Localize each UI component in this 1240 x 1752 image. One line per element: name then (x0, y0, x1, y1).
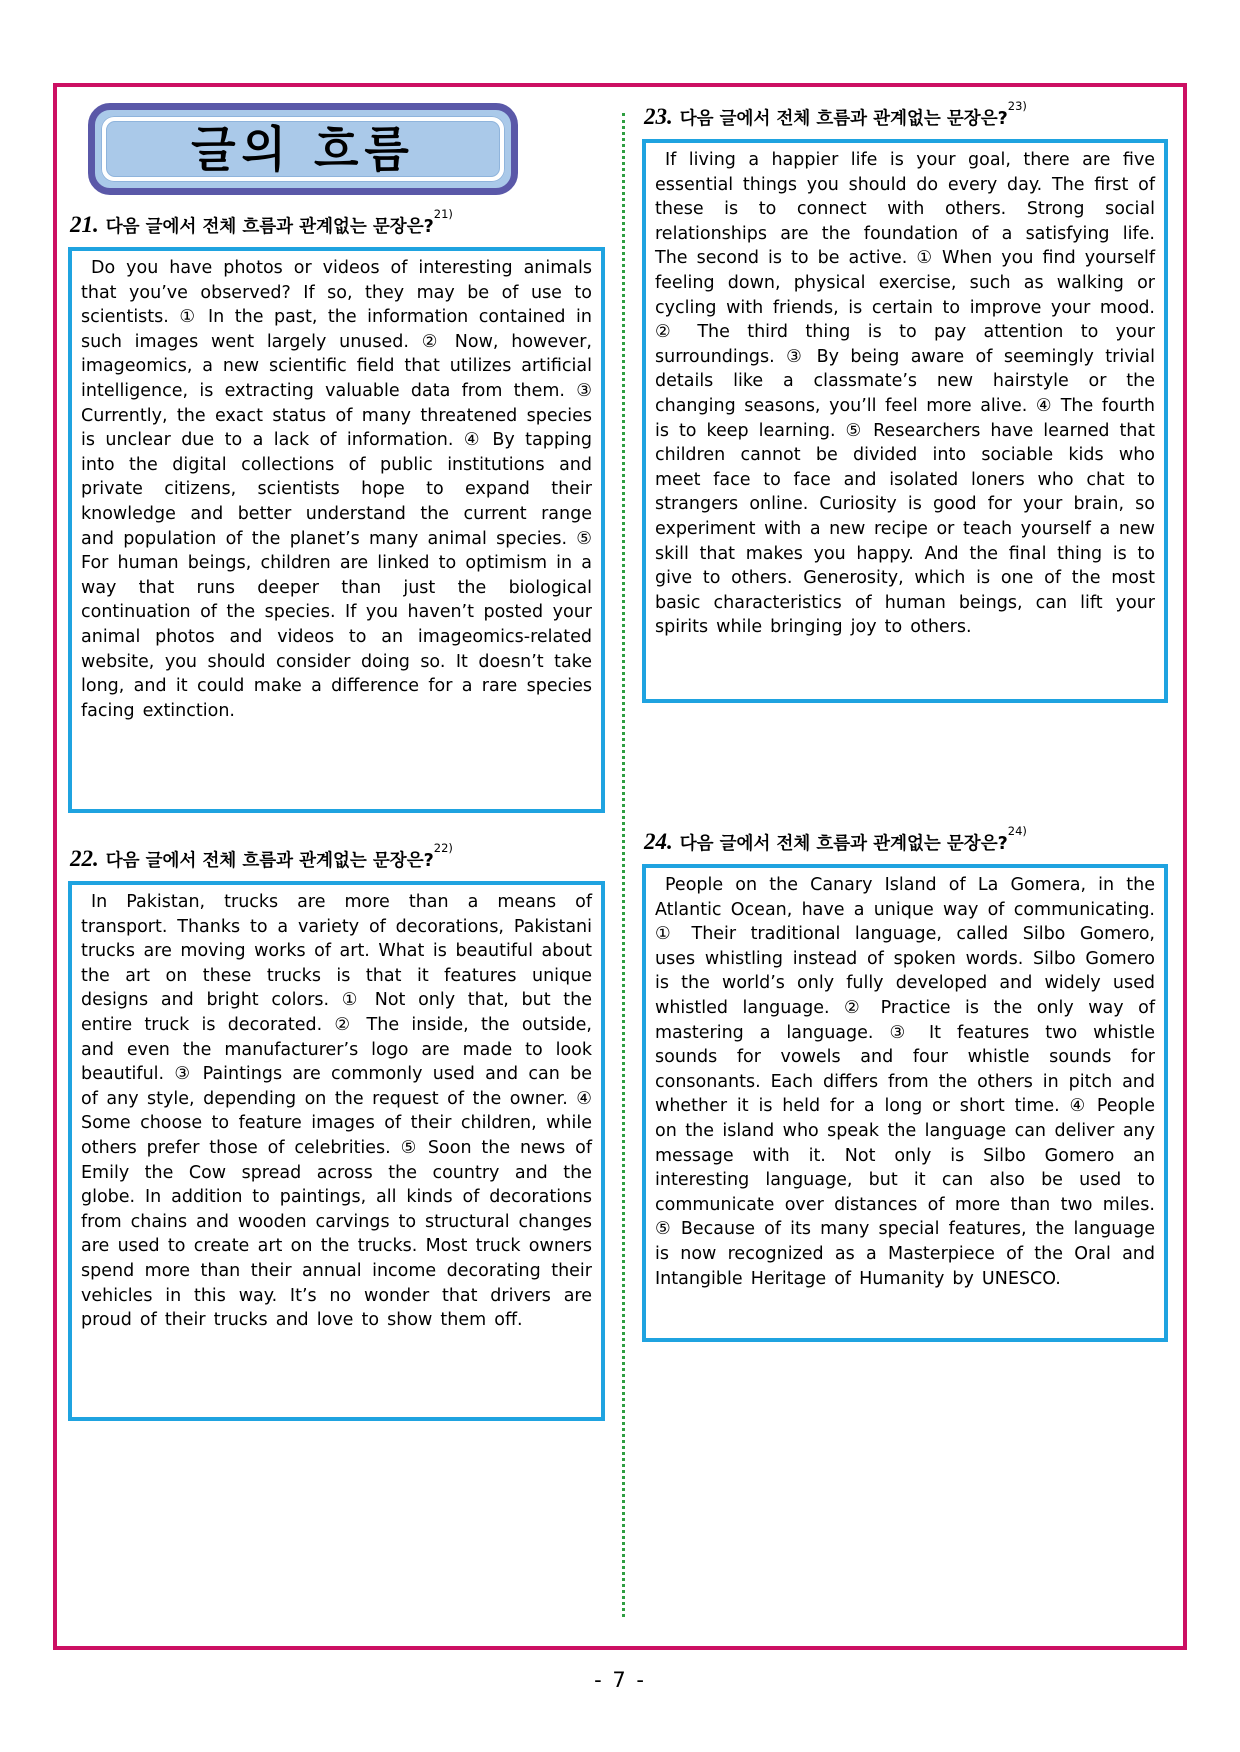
question-21-header (70, 207, 605, 238)
question-22-header (70, 841, 605, 872)
question-24-header (644, 824, 1168, 855)
question-23-header (644, 99, 1168, 130)
question-block-23 (642, 99, 1168, 703)
question-23-number: 23. (644, 104, 673, 129)
question-22-passage: In Pakistan, trucks are more than a means of transport. Thanks to a variety of decorations, Pakistani trucks are moving works of art. What is beautiful about the art on these trucks is that it features unique designs and bright colors. ① Not only that, but the entire truck is decorated. ② The inside, the outside, and even the manufacturer’s logo are made to look beautiful. ③ Paintings are commonly used and can be of any style, depending on the request of the owner. ④ Some choose to feature images of their children, while others prefer those of celebrities. ⑤ Soon the news of Emily the Cow spread across the country and the globe. In addition to paintings, all kinds of decorations from chains and wooden carvings to structural changes are used to create art on the trucks. Most truck owners spend more than their annual income decorating their vehicles in this way. It’s no wonder that drivers are proud of their trucks and love to show them off. (68, 881, 605, 1421)
question-22-number: 22. (70, 846, 99, 871)
question-23-prompt: 다음 글에서 전체 흐름과 관계없는 문장은?$^{23)}$ (679, 99, 1027, 129)
title-banner (88, 103, 518, 195)
question-block-21 (68, 207, 605, 813)
question-22-prompt: 다음 글에서 전체 흐름과 관계없는 문장은?$^{22)}$ (105, 841, 453, 871)
question-23-passage: If living a happier life is your goal, there are five essential things you should do every day. The first of these is to connect with others. Strong social relationships are the foundation of a satisfying life. The second is to be active. ① When you find yourself feeling down, physical exercise, such as walking or cycling with friends, is certain to improve your mood. ② The third thing is to pay attention to your surroundings. ③ By being aware of seemingly trivial details like a classmate’s new hairstyle or the changing seasons, you’ll feel more alive. ④ The fourth is to keep learning. ⑤ Researchers have learned that children cannot be divided into sociable kids who meet face to face and isolated loners who chat to strangers online. Curiosity is good for your brain, so experiment with a new recipe or teach yourself a new skill that makes you happy. And the final thing is to give to others. Generosity, which is one of the most basic characteristics of human beings, can lift your spirits while bringing joy to others. (642, 139, 1168, 703)
page-title: 글의 흐름 (191, 120, 415, 178)
question-24-prompt: 다음 글에서 전체 흐름과 관계없는 문장은?$^{24)}$ (679, 824, 1027, 854)
question-24-number: 24. (644, 829, 673, 854)
question-24-footnote: 24) (1007, 824, 1027, 839)
question-block-24 (642, 824, 1168, 1342)
question-22-footnote: 22) (433, 841, 453, 856)
page-number: - 7 - (594, 1668, 646, 1692)
title-banner-frame (101, 116, 505, 182)
question-21-footnote: 21) (433, 207, 453, 222)
column-divider (622, 113, 625, 1617)
question-21-passage: Do you have photos or videos of interesting animals that you’ve observed? If so, they may be of use to scientists. ① In the past, the information contained in such images went largely unused. ② Now, however, imageomics, a new scientific field that utilizes artificial intelligence, is extracting valuable data from them. ③ Currently, the exact status of many threatened species is unclear due to a lack of information. ④ By tapping into the digital collections of public institutions and private citizens, scientists hope to expand their knowledge and better understand the current range and population of the planet’s many animal species. ⑤ For human beings, children are linked to optimism in a way that runs deeper than just the biological continuation of the species. If you haven’t posted your animal photos and videos to an imageomics-related website, you should consider doing so. It doesn’t take long, and it could make a difference for a rare species facing extinction. (68, 247, 605, 813)
question-block-22 (68, 841, 605, 1421)
title-banner-fill (106, 121, 500, 177)
question-21-prompt: 다음 글에서 전체 흐름과 관계없는 문장은?$^{21)}$ (105, 207, 453, 237)
question-21-number: 21. (70, 212, 99, 237)
question-23-footnote: 23) (1007, 99, 1027, 114)
question-24-passage: People on the Canary Island of La Gomera, in the Atlantic Ocean, have a unique way of communicating. ① Their traditional language, called Silbo Gomero, uses whistling instead of spoken words. Silbo Gomero is the world’s only fully developed and widely used whistled language. ② Practice is the only way of mastering a language. ③ It features two whistle sounds for vowels and four whistle sounds for consonants. Each differs from the others in pitch and whether it is held for a long or short time. ④ People on the island who speak the language can deliver any message with it. Not only is Silbo Gomero an interesting language, but it can also be used to communicate over distances of more than two miles. ⑤ Because of its many special features, the language is now recognized as a Masterpiece of the Oral and Intangible Heritage of Humanity by UNESCO. (642, 864, 1168, 1342)
